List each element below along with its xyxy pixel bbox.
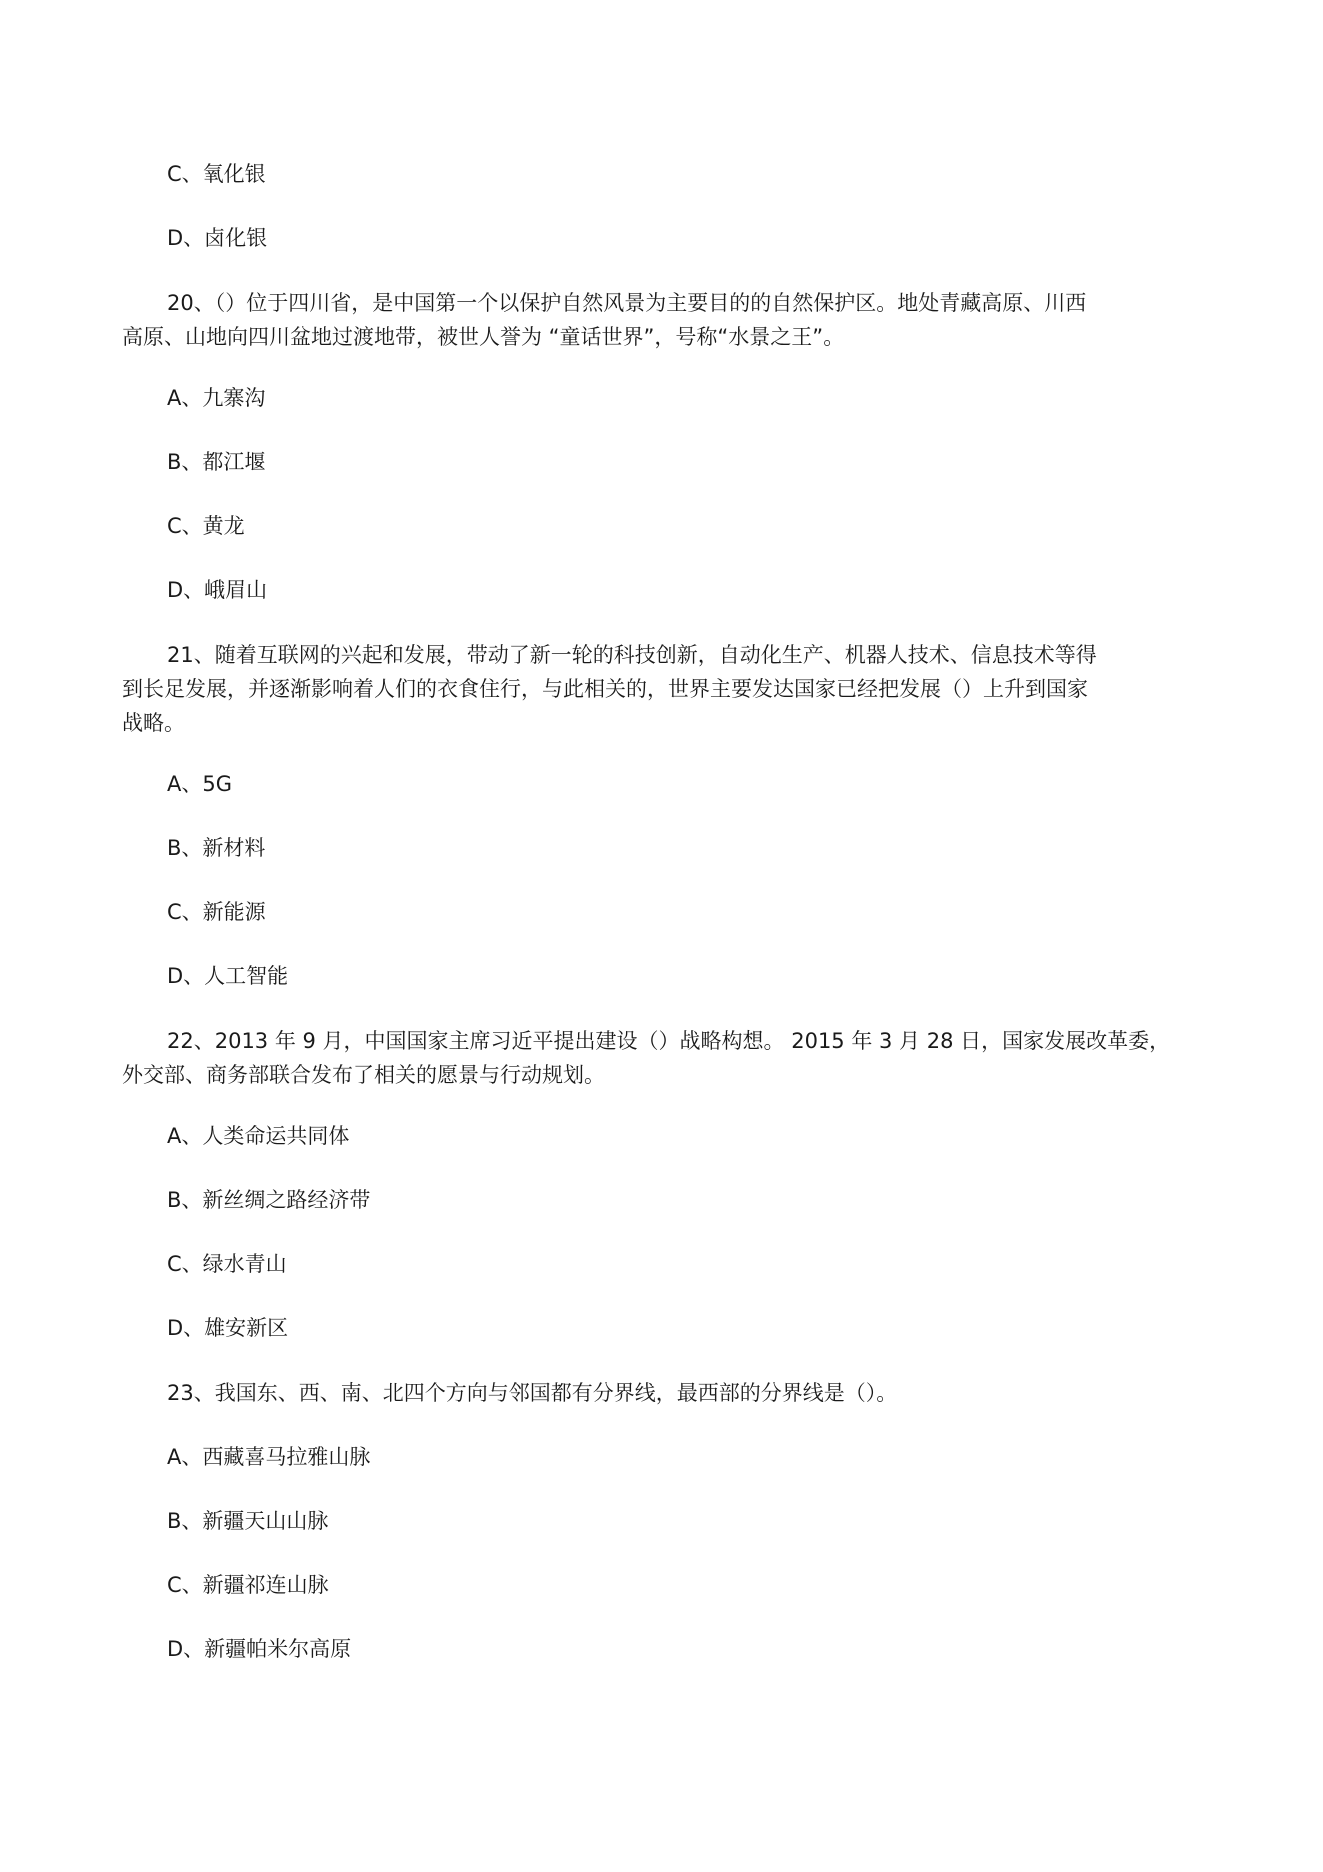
- option-d: D、雄安新区: [167, 1316, 289, 1340]
- option-c: C、黄龙: [167, 514, 245, 538]
- option-d: D、人工智能: [167, 964, 289, 988]
- option-c: C、氧化银: [167, 162, 266, 186]
- option-a: A、5G: [167, 772, 232, 796]
- question-line: 21、随着互联网的兴起和发展，带动了新一轮的科技创新，自动化生产、机器人技术、信息技术等得: [167, 643, 1097, 667]
- question-22: [122, 1024, 1202, 1092]
- question-21: [122, 638, 1202, 740]
- question-23: [122, 1376, 1202, 1410]
- option-a: A、九寨沟: [167, 386, 266, 410]
- question-line: 20、（）位于四川省，是中国第一个以保护自然风景为主要目的的自然保护区。地处青藏高原、川西: [167, 291, 1087, 315]
- option-a: A、人类命运共同体: [167, 1124, 350, 1148]
- question-line: 23、我国东、西、南、北四个方向与邻国都有分界线，最西部的分界线是（）。: [167, 1381, 898, 1405]
- option-b: B、新丝绸之路经济带: [167, 1188, 371, 1212]
- option-c: C、新能源: [167, 900, 266, 924]
- question-line: 战略。: [122, 711, 185, 735]
- question-line: 22、2013 年 9 月，中国国家主席习近平提出建设（）战略构想。 2015 年 3 月 28 日，国家发展改革委，: [167, 1029, 1171, 1053]
- option-b: B、都江堰: [167, 450, 266, 474]
- option-d: D、峨眉山: [167, 578, 268, 602]
- option-c: C、绿水青山: [167, 1252, 287, 1276]
- question-line: 到长足发展，并逐渐影响着人们的衣食住行，与此相关的，世界主要发达国家已经把发展（）上升到国家: [122, 677, 1088, 701]
- option-c: C、新疆祁连山脉: [167, 1573, 329, 1597]
- question-line: 高原、山地向四川盆地过渡地带，被世人誉为 “童话世界”，号称“水景之王”。: [122, 325, 845, 349]
- option-d: D、卤化银: [167, 226, 268, 250]
- option-a: A、西藏喜马拉雅山脉: [167, 1445, 371, 1469]
- question-20: [122, 286, 1202, 354]
- option-d: D、新疆帕米尔高原: [167, 1637, 352, 1661]
- option-b: B、新疆天山山脉: [167, 1509, 329, 1533]
- option-b: B、新材料: [167, 836, 266, 860]
- question-line: 外交部、商务部联合发布了相关的愿景与行动规划。: [122, 1063, 605, 1087]
